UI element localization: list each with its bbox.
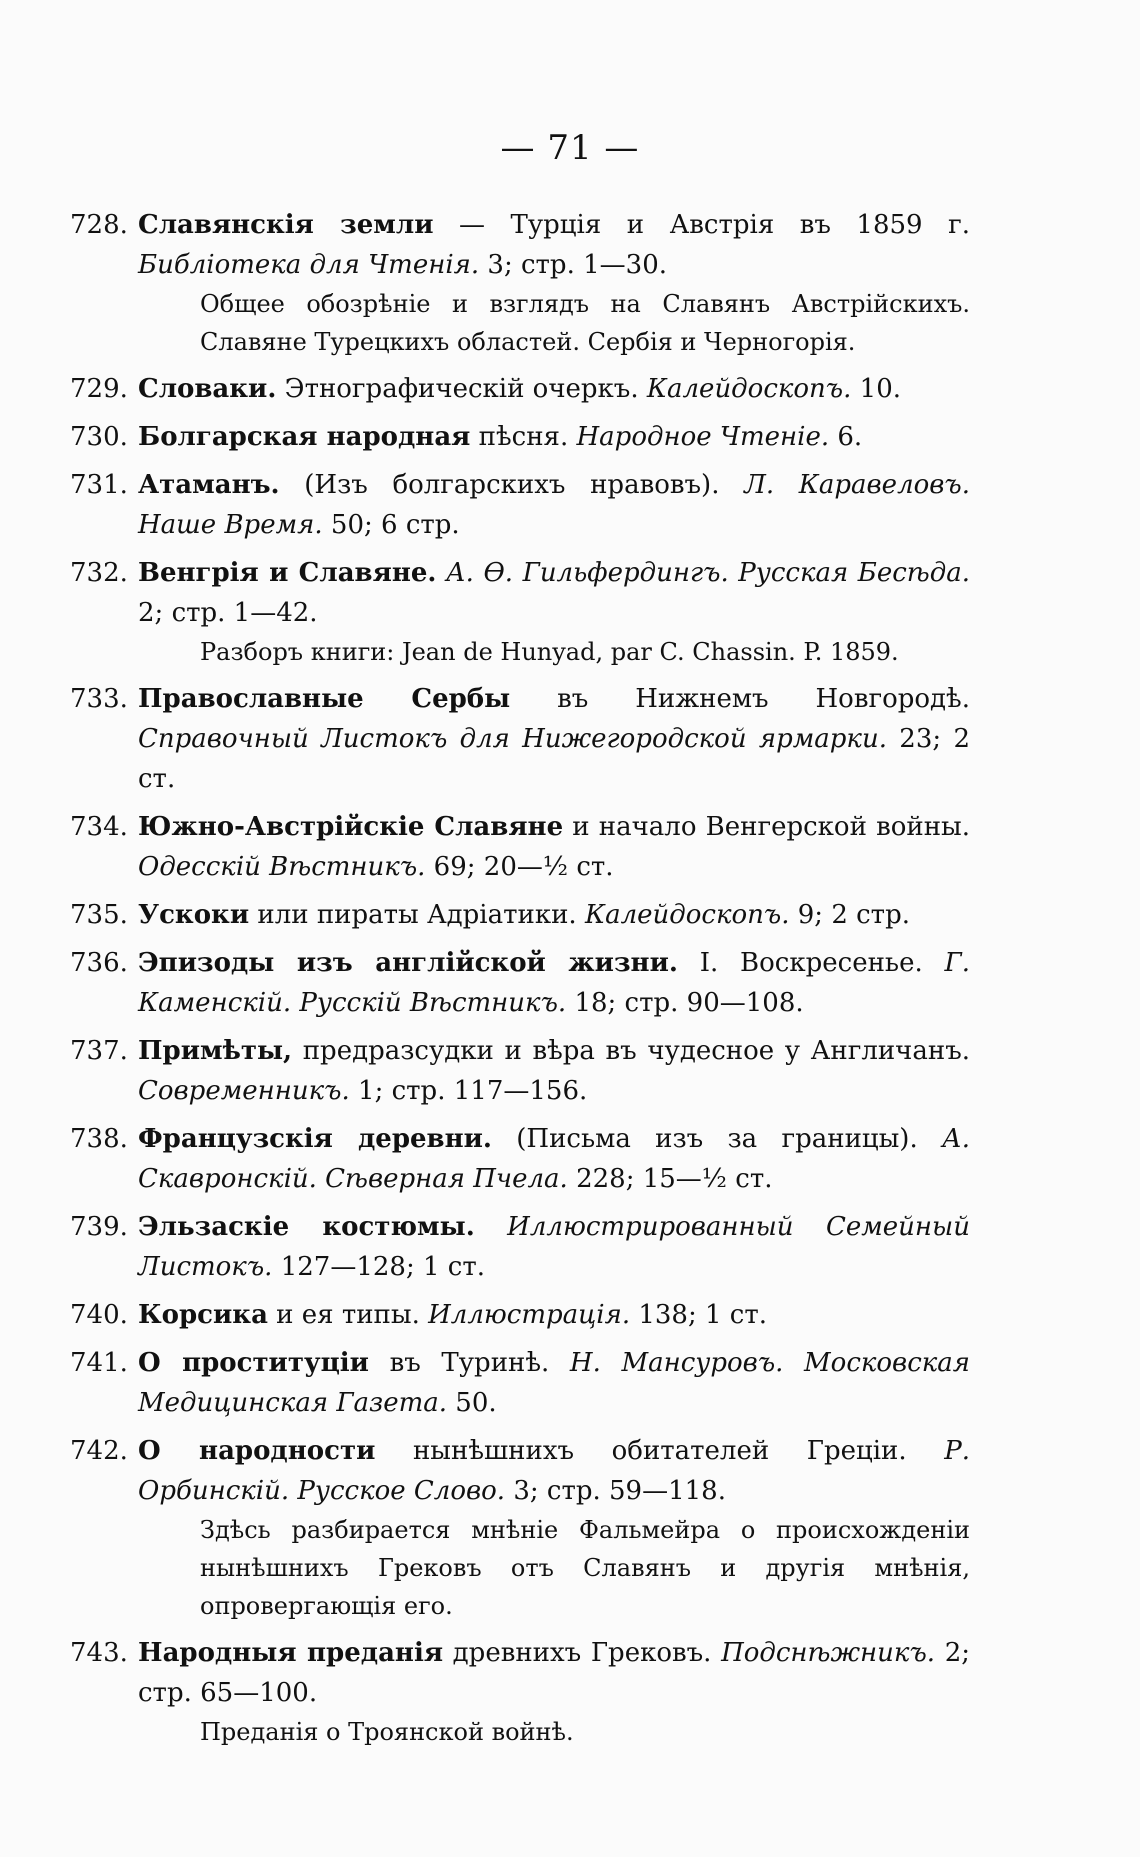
entry-source: Иллюстрація. <box>419 1300 631 1330</box>
entry-source: Современникъ. <box>138 1076 350 1106</box>
entry-details: 1; стр. 117—156. <box>349 1076 588 1106</box>
entry-note: Разборъ книги: Jean de Hunyad, par C. Chassin. P. 1859. <box>200 638 899 666</box>
entry-rest: и ея типы. <box>267 1300 420 1330</box>
entry-number: 738. <box>70 1124 128 1154</box>
entry-source: Иллюстрированный Семейный Листокъ. <box>138 1212 970 1282</box>
list-item <box>70 679 970 799</box>
entry-details: 23; 2 ст. <box>138 724 970 794</box>
list-item <box>70 895 970 935</box>
list-item <box>70 369 970 409</box>
list-item <box>70 943 970 1023</box>
entry-number: 731. <box>70 470 128 500</box>
bibliography-list <box>70 205 970 1759</box>
entry-details: 9; 2 стр. <box>789 900 910 930</box>
entry-rest: — Турція и Австрія въ 1859 г. <box>433 210 970 240</box>
entry-source: Библіотека для Чтенія. <box>138 250 480 280</box>
entry-heading: Эпизоды изъ англійской жизни. <box>138 948 678 978</box>
entry-source: Одесскій Вѣстникъ. <box>138 852 426 882</box>
entry-text <box>138 417 970 457</box>
entry-heading: Ускоки <box>138 900 250 930</box>
entry-rest: Этнографическій очеркъ. <box>276 374 639 404</box>
entry-number: 741. <box>70 1348 128 1378</box>
entry-heading: Корсика <box>138 1300 268 1330</box>
entry-heading: Южно-Австрійскіе Славяне <box>138 812 564 842</box>
entry-rest: предразсудки и вѣра въ чудесное у Англичанъ. <box>292 1036 970 1066</box>
entry-note: Общее обозрѣніе и взглядъ на Славянъ Австрійскихъ. Славяне Турецкихъ областей. Сербія и Черногорія. <box>200 290 970 356</box>
entry-source: Л. Каравеловъ. Наше Время. <box>138 470 971 540</box>
entry-source: Н. Мансуровъ. Московская Медицинская Газета. <box>138 1348 970 1418</box>
entry-rest: въ Туринѣ. <box>368 1348 550 1378</box>
list-item <box>70 465 970 545</box>
entry-text <box>138 369 970 409</box>
list-item <box>70 417 970 457</box>
entry-rest: (Письма изъ за границы). <box>491 1124 918 1154</box>
entry-heading: О проституціи <box>138 1348 369 1378</box>
list-item <box>70 1295 970 1335</box>
list-item <box>70 1031 970 1111</box>
list-item <box>70 205 970 361</box>
entry-number: 728. <box>70 210 128 240</box>
entry-heading: Французскія деревни. <box>138 1124 492 1154</box>
entry-rest: (Изъ болгарскихъ нравовъ). <box>279 470 720 500</box>
page-number: — 71 — <box>500 128 640 168</box>
entry-rest: I. Воскресенье. <box>677 948 923 978</box>
entry-rest: и начало Венгерской войны. <box>563 812 970 842</box>
entry-details: 2; стр. 1—42. <box>138 598 318 628</box>
entry-details: 138; 1 ст. <box>630 1300 768 1330</box>
entry-text <box>138 1343 970 1423</box>
entry-text <box>138 553 970 671</box>
entry-heading: Словаки. <box>138 374 277 404</box>
entry-number: 735. <box>70 900 128 930</box>
entry-details: 228; 15—½ ст. <box>567 1164 773 1194</box>
entry-source: А. Скавронскій. Сѣверная Пчела. <box>138 1124 970 1194</box>
entry-heading: Славянскія земли <box>138 210 434 240</box>
entry-number: 740. <box>70 1300 128 1330</box>
entry-number: 734. <box>70 812 128 842</box>
entry-number: 732. <box>70 558 128 588</box>
entry-rest: древнихъ Грековъ. <box>443 1638 712 1668</box>
entry-heading: Православные Сербы <box>138 684 511 714</box>
entry-text <box>138 1431 970 1625</box>
entry-text <box>138 895 970 935</box>
entry-details: 69; 20—½ ст. <box>425 852 614 882</box>
entry-source: Калейдоскопъ. <box>576 900 790 930</box>
entry-heading: Венгрія и Славяне. <box>138 558 437 588</box>
entry-details: 18; стр. 90—108. <box>566 988 804 1018</box>
list-item <box>70 1119 970 1199</box>
list-item <box>70 553 970 671</box>
entry-text <box>138 943 970 1023</box>
entry-source: Народное Чтеніе. <box>568 422 830 452</box>
entry-text <box>138 1207 970 1287</box>
entry-heading: Эльзаскіе костюмы. <box>138 1212 475 1242</box>
entry-details: 127—128; 1 ст. <box>272 1252 485 1282</box>
list-item <box>70 1431 970 1625</box>
entry-heading: Болгарская народная <box>138 422 471 452</box>
entry-details: 10. <box>851 374 902 404</box>
entry-number: 742. <box>70 1436 128 1466</box>
entry-details: 3; стр. 1—30. <box>479 250 667 280</box>
list-item <box>70 1343 970 1423</box>
entry-details: 3; стр. 59—118. <box>505 1476 726 1506</box>
entry-source: А. Ѳ. Гильфердингъ. Русская Бесѣда. <box>436 558 970 588</box>
list-item <box>70 1633 970 1751</box>
entry-note: Преданія о Троянской войнѣ. <box>200 1718 574 1746</box>
entry-number: 733. <box>70 684 128 714</box>
entry-number: 730. <box>70 422 128 452</box>
entry-details: 6. <box>829 422 863 452</box>
entry-text <box>138 1633 970 1751</box>
list-item <box>70 1207 970 1287</box>
entry-number: 729. <box>70 374 128 404</box>
entry-source: Справочный Листокъ для Нижегородской ярмарки. <box>138 724 887 754</box>
entry-number: 743. <box>70 1638 128 1668</box>
entry-text <box>138 807 970 887</box>
entry-text <box>138 465 970 545</box>
entry-text <box>138 1295 970 1335</box>
entry-details: 50; 6 стр. <box>322 510 460 540</box>
entry-source: Г. Каменскій. Русскій Вѣстникъ. <box>138 948 971 1018</box>
entry-details: 2; стр. 65—100. <box>138 1638 970 1708</box>
entry-rest: нынѣшнихъ обитателей Греціи. <box>375 1436 907 1466</box>
entry-source: Подснѣжникъ. <box>711 1638 936 1668</box>
entry-rest: въ Нижнемъ Новгородѣ. <box>510 684 970 714</box>
entry-heading: О народности <box>138 1436 376 1466</box>
entry-text <box>138 679 970 799</box>
entry-source: Калейдоскопъ. <box>638 374 852 404</box>
entry-source: Р. Орбинскій. Русское Слово. <box>138 1436 970 1506</box>
entry-heading: Атаманъ. <box>138 470 280 500</box>
list-item <box>70 807 970 887</box>
entry-text <box>138 1119 970 1199</box>
entry-note: Здѣсь разбирается мнѣніе Фальмейра о происхожденіи нынѣшнихъ Грековъ отъ Славянъ и другія мнѣнія, опровергающія его. <box>200 1516 970 1620</box>
entry-heading: Народныя преданія <box>138 1638 444 1668</box>
entry-rest: или пираты Адріатики. <box>249 900 577 930</box>
entry-number: 736. <box>70 948 128 978</box>
entry-number: 737. <box>70 1036 128 1066</box>
entry-details: 50. <box>447 1388 497 1418</box>
entry-heading: Примѣты, <box>138 1036 293 1066</box>
entry-text <box>138 205 970 361</box>
entry-rest: пѣсня. <box>470 422 569 452</box>
entry-number: 739. <box>70 1212 128 1242</box>
entry-text <box>138 1031 970 1111</box>
